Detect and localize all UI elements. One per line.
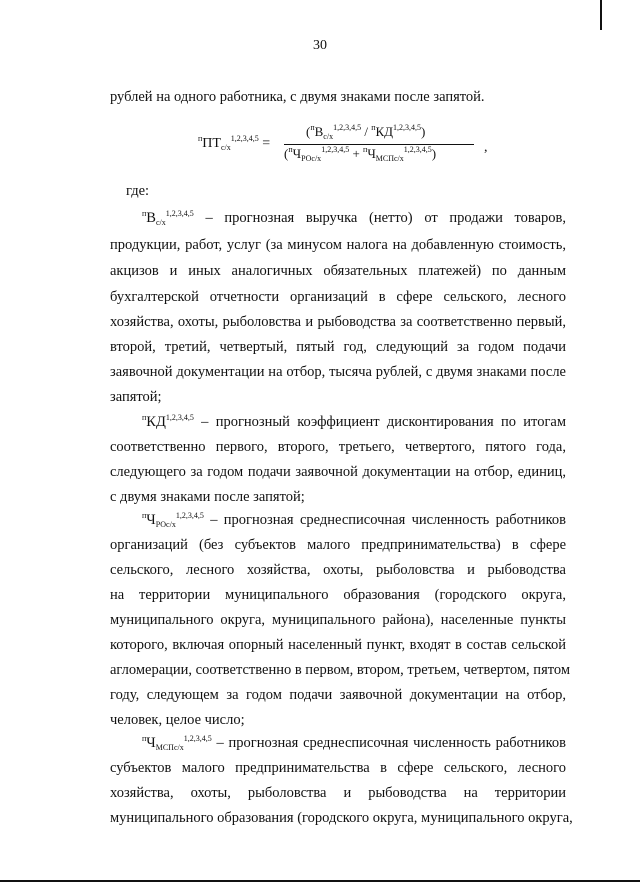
def3-line: сельского, лесного хозяйства, охоты, рыболовства и рыбоводства bbox=[110, 562, 566, 578]
def1-symbol: $^пВ_{с/х}^{1,2,3,4,5}$ bbox=[142, 209, 194, 227]
def4-line: субъектов малого предпринимательства в сфере сельского, лесного bbox=[110, 760, 566, 776]
def2-symbol: $^п$КД$^{1,2,3,4,5}$ bbox=[142, 413, 194, 430]
def1-line: второй, третий, четвертый, пятый год, следующий за годом подачи bbox=[110, 339, 566, 355]
formula-trailing-comma: , bbox=[484, 140, 488, 155]
def3-line: году, следующем за годом подачи заявочной документации на отбор, bbox=[110, 687, 566, 703]
scan-edge-mark bbox=[0, 880, 640, 882]
page-number: 30 bbox=[313, 38, 327, 53]
def3-line: человек, целое число; bbox=[110, 712, 245, 728]
def3-line: агломерации, соответственно в первом, втором, третьем, четвертом, пятом bbox=[110, 662, 571, 678]
def2-line: соответственно первого, второго, третьего, четвертого, пятого года, bbox=[110, 439, 566, 455]
def4-line: муниципального образования (городского округа, муниципального округа, bbox=[110, 810, 573, 826]
formula-numerator: $(^пВ_{с/х}^{1,2,3,4,5} / ^пКД^{1,2,3,4,5})$ bbox=[306, 123, 426, 141]
def2-first-line: $^п$КД$^{1,2,3,4,5}$ – прогнозный коэффициент дисконтирования по итогам bbox=[142, 413, 567, 430]
def2-line: с двумя знаками после запятой; bbox=[110, 489, 305, 505]
def3-line: на территории муниципального образования (городского округа, bbox=[110, 587, 566, 603]
where-label: где: bbox=[126, 183, 150, 199]
formula-denominator: $(^пЧ_{РОс/х}^{1,2,3,4,5} + ^пЧ_{МСПс/х}^{1,2,3,4,5})$ bbox=[284, 145, 437, 163]
def1-line: хозяйства, охоты, рыболовства и рыбоводства за соответственно первый, bbox=[110, 314, 566, 330]
def1-line: акцизов и иных аналогичных обязательных платежей) по данным bbox=[110, 263, 566, 279]
def3-line: организаций (без субъектов малого предпринимательства) в сфере bbox=[110, 537, 566, 553]
def4-line: хозяйства, охоты, рыболовства и рыбоводства на территории bbox=[110, 785, 566, 801]
def3-symbol: $^пЧ_{РОс/х}^{1,2,3,4,5}$ bbox=[142, 511, 204, 529]
fraction-bar bbox=[284, 144, 474, 145]
def1-line: заявочной документации на отбор, тысяча рублей, с двумя знаками после bbox=[110, 364, 566, 380]
intro-line: рублей на одного работника, с двумя знаками после запятой. bbox=[110, 89, 485, 105]
def3-first-line: $^пЧ_{РОс/х}^{1,2,3,4,5}$ – прогнозная среднесписочная численность работников bbox=[142, 511, 567, 529]
def1-first-line: $^пВ_{с/х}^{1,2,3,4,5}$ – прогнозная выручка (нетто) от продажи товаров, bbox=[142, 209, 566, 227]
def2-line: следующего за годом подачи заявочной документации на отбор, единиц, bbox=[110, 464, 566, 480]
def1-line: бухгалтерской отчетности организаций в сфере сельского, лесного bbox=[110, 289, 566, 305]
def1-line: продукции, работ, услуг (за минусом налога на добавленную стоимость, bbox=[110, 237, 566, 253]
scan-edge-mark bbox=[600, 0, 602, 30]
formula-lhs: $^пПТ_{с/х}^{1,2,3,4,5}$ = bbox=[198, 134, 271, 152]
def3-line: муниципального округа, муниципального района), населенные пункты bbox=[110, 612, 566, 628]
def4-symbol: $^пЧ_{МСПс/х}^{1,2,3,4,5}$ bbox=[142, 734, 212, 752]
def4-first-line: $^пЧ_{МСПс/х}^{1,2,3,4,5}$ – прогнозная среднесписочная численность работников bbox=[142, 734, 567, 752]
formula bbox=[198, 124, 498, 164]
def1-line: запятой; bbox=[110, 389, 162, 405]
def3-line: которого, включая опорный населенный пункт, входят в состав сельской bbox=[110, 637, 566, 653]
